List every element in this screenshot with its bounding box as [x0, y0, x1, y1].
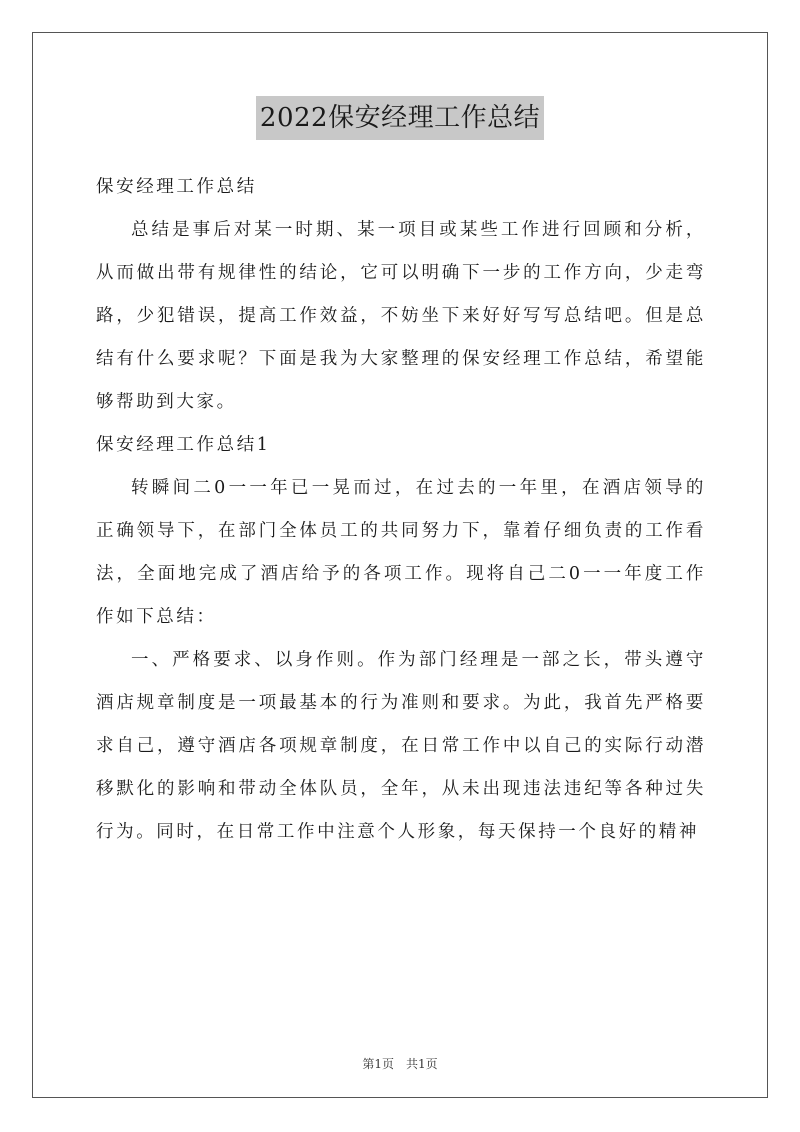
title-container [0, 96, 800, 140]
page-number-footer: 第1页 共1页 [362, 1057, 438, 1071]
document-title: 2022保安经理工作总结 [256, 96, 544, 140]
subsection-heading: 保安经理工作总结1 [96, 435, 271, 455]
body-paragraph-2: 一、严格要求、以身作则。作为部门经理是一部之长，带头遵守酒店规章制度是一项最基本的行为准则和要求。为此，我首先严格要求自己，遵守酒店各项规章制度，在日常工作中以自己的实际行动潜移默化的影响和带动全体队员，全年，从未出现违法违纪等各种过失行为。同时，在日常工作中注意个人形象，每天保持一个良好的精神 [96, 650, 706, 842]
document-body [96, 166, 706, 854]
body-paragraph-1: 转瞬间二0一一年已一晃而过，在过去的一年里，在酒店领导的正确领导下，在部门全体员工的共同努力下，靠着仔细负责的工作看法，全面地完成了酒店给予的各项工作。现将自己二0一一年度工作作如下总结： [96, 478, 706, 627]
section-heading: 保安经理工作总结 [96, 177, 257, 197]
intro-paragraph: 总结是事后对某一时期、某一项目或某些工作进行回顾和分析，从而做出带有规律性的结论，它可以明确下一步的工作方向，少走弯路，少犯错误，提高工作效益，不妨坐下来好好写写总结吧。但是总结有什么要求呢？下面是我为大家整理的保安经理工作总结，希望能够帮助到大家。 [96, 220, 706, 412]
